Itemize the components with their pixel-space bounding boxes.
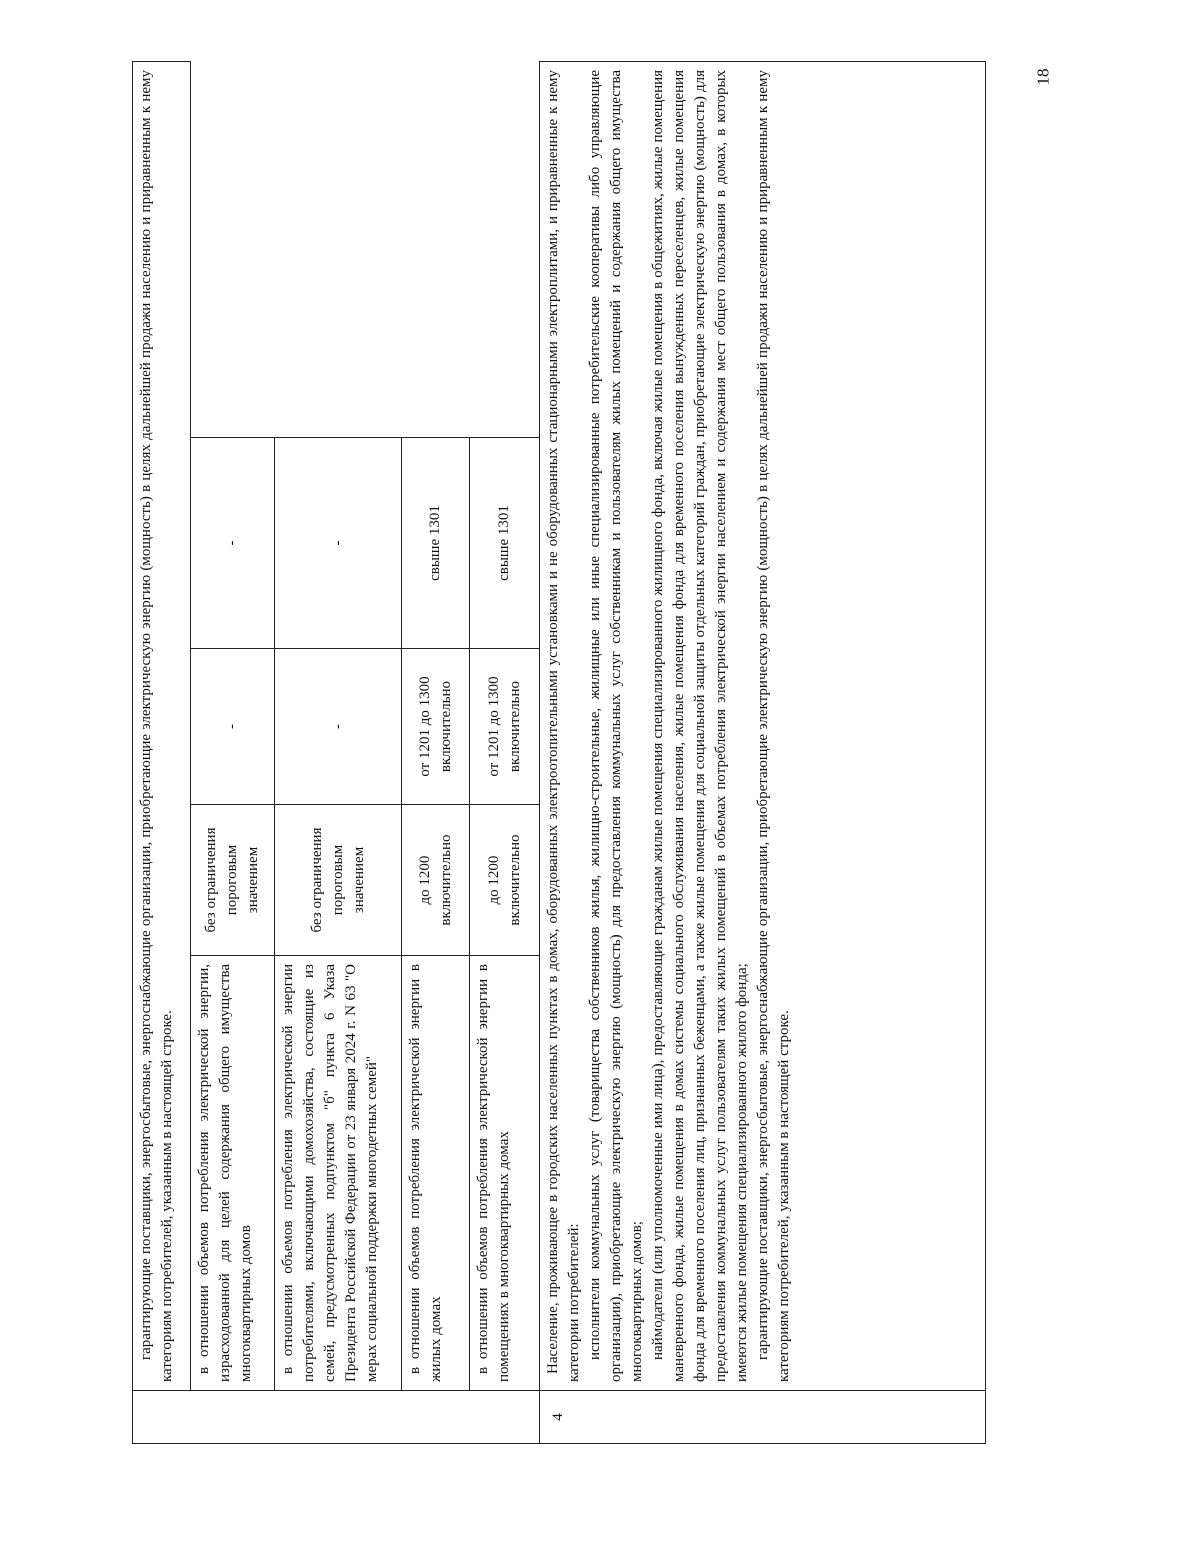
tariff-table: [132, 61, 986, 1444]
value-cell-1: до 1200 включительно: [470, 805, 540, 956]
table-row: [133, 61, 191, 1443]
table-row: [191, 61, 275, 1443]
value-cell-1: без ограничения пороговым значением: [275, 805, 402, 956]
value-cell-2: -: [275, 649, 402, 805]
value-cell-1: до 1200 включительно: [402, 805, 470, 956]
description-cell: в отношении объемов потребления электрической энергии в жилых домах: [402, 956, 470, 1391]
paragraph: исполнители коммунальных услуг (товарищества собственников жилья, жилищно-строительные, жилищные или иные специализированные потребительские кооперативы либо управляющие организации), приобретающие электрическую энергию (мощность) для предоставления коммунальных услуг собственникам и пользователям жилых помещений и содержания общего имущества многоквартирных домов;: [587, 69, 645, 1382]
description-cell: в отношении объемов потребления электрической энергии, израсходованной для целей содержания общего имущества многоквартирных домов: [191, 956, 275, 1391]
value-cell-2: от 1201 до 1300 включительно: [402, 649, 470, 805]
table-row: [540, 61, 986, 1443]
value-cell-1: без ограничения пороговым значением: [191, 805, 275, 956]
paragraph: Население, проживающее в городских населенных пунктах в домах, оборудованных электроотопительными установками и не оборудованных стационарными электроплитами, и приравненные к нему категории потребителей:: [545, 69, 582, 1382]
row-number-cell: 4: [540, 1391, 986, 1444]
description-cell: в отношении объемов потребления электрической энергии в помещениях в многоквартирных домах: [470, 956, 540, 1391]
table-row: [402, 61, 470, 1443]
row-number-cell: [133, 1391, 540, 1444]
row-4-description: [540, 61, 986, 1390]
paragraph: наймодатели (или уполномоченные ими лица), предоставляющие гражданам жилые помещения специализированного жилищного фонда, включая жилые помещения в общежитиях, жилые помещения маневренного фонда, жилые помещения в домах системы социального обслуживания населения, жилые помещения фонда для временного поселения вынужденных переселенцев, жилые помещения фонда для временного поселения лиц, признанных беженцами, а также жилые помещения для социальной защиты отдельных категорий граждан, приобретающие электрическую энергию (мощность) для предоставления коммунальных услуг пользователям таких жилых помещений в объемах потребления электрической энергии населением и содержания мест общего пользования в домах, в которых имеются жилые помещения специализированного жилого фонда;: [650, 69, 750, 1382]
value-cell-3: -: [191, 438, 275, 649]
page-number: 18: [1033, 68, 1052, 86]
value-cell-2: -: [191, 649, 275, 805]
paragraph: гарантирующие поставщики, энергосбытовые, энергоснабжающие организации, приобретающие электрическую энергию (мощность) в целях дальнейшей продажи населению и приравненным к нему категориям потребителей, указанным в настоящей строке.: [755, 69, 792, 1382]
rotated-table-container: [132, 62, 986, 1444]
value-cell-2: от 1201 до 1300 включительно: [470, 649, 540, 805]
value-cell-3: свыше 1301: [470, 438, 540, 649]
table-row: [470, 61, 540, 1443]
intro-cell: гарантирующие поставщики, энергосбытовые, энергоснабжающие организации, приобретающие электрическую энергию (мощность) в целях дальнейшей продажи населению и приравненным к нему категориям потребителей, указанным в настоящей строке.: [133, 61, 191, 1390]
value-cell-3: свыше 1301: [402, 438, 470, 649]
description-cell: в отношении объемов потребления электрической энергии потребителями, включающими домохозяйства, состоящие из семей, предусмотренных подпунктом "б" пункта 6 Указа Президента Российской Федерации от 23 января 2024 г. N 63 "О мерах социальной поддержки многодетных семей": [275, 956, 402, 1391]
table-row: [275, 61, 402, 1443]
value-cell-3: -: [275, 438, 402, 649]
